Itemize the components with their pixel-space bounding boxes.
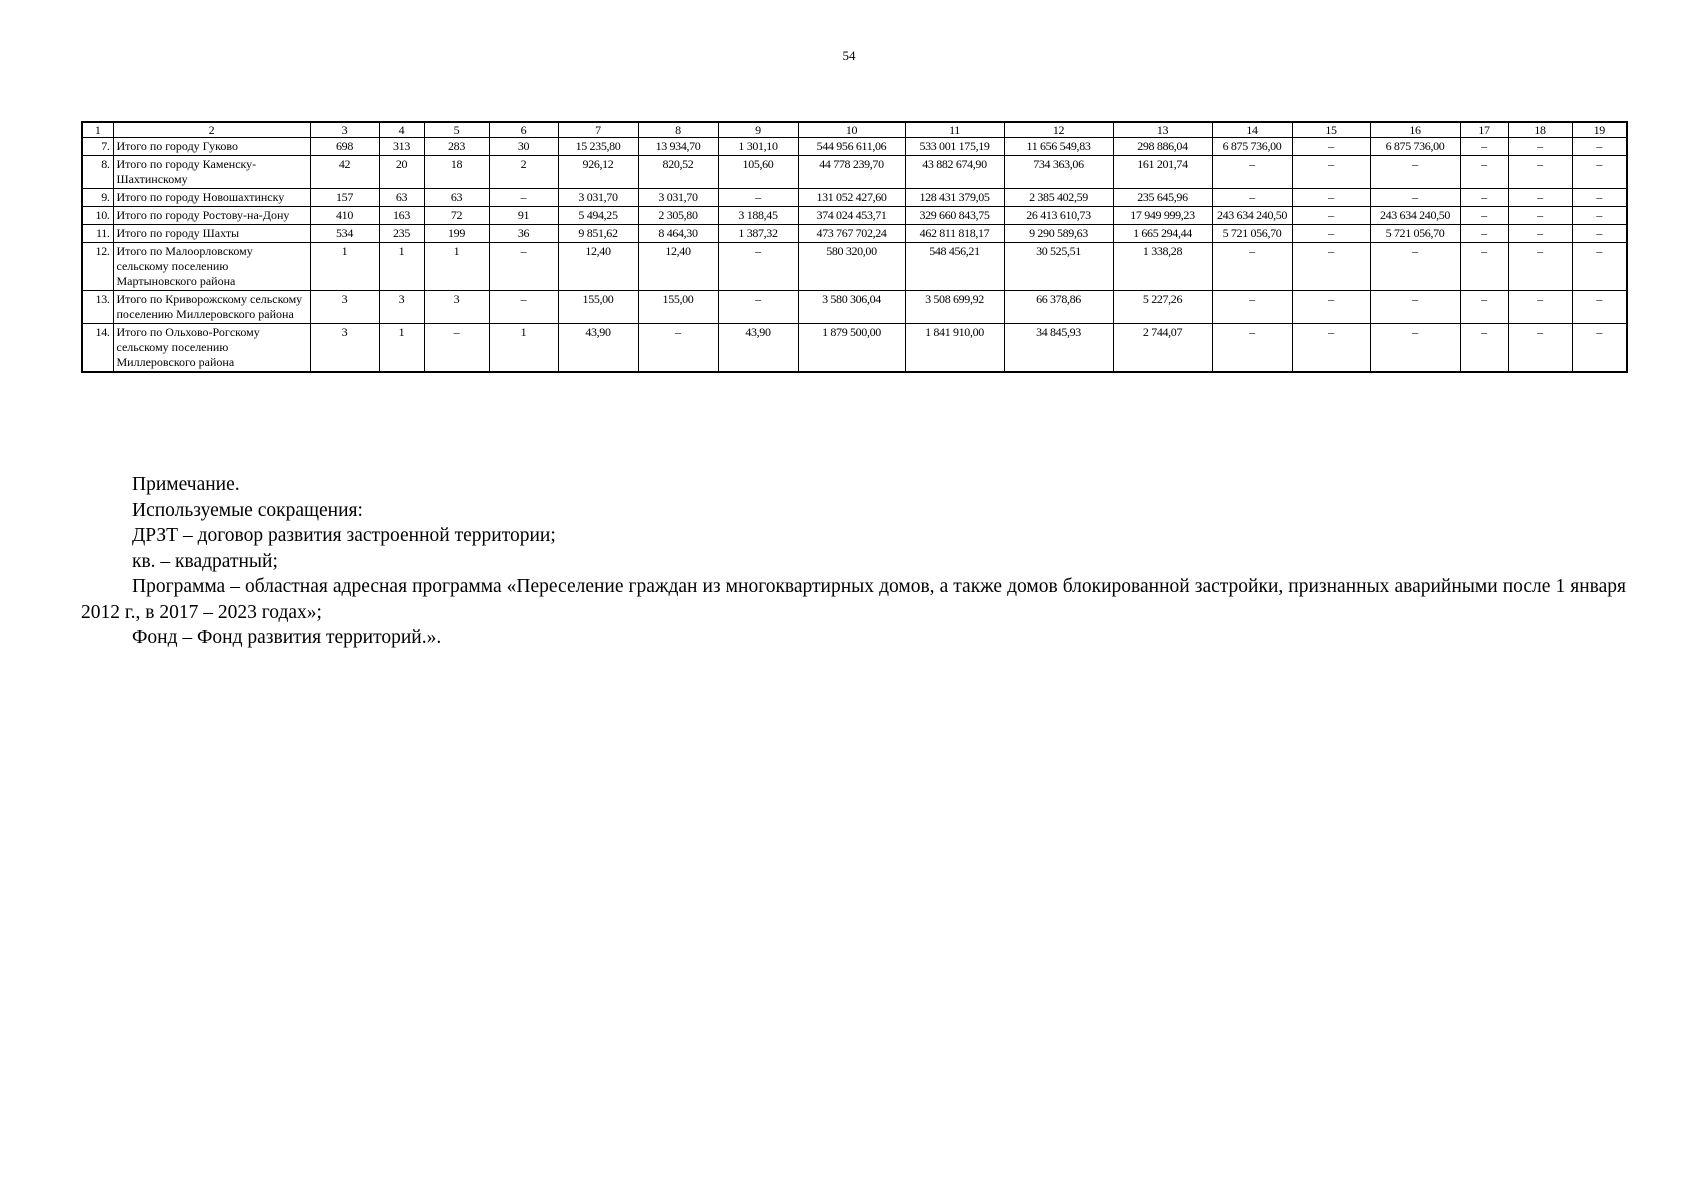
notes-title: Примечание. bbox=[132, 474, 240, 495]
table-cell: – bbox=[1292, 324, 1370, 373]
table-cell: – bbox=[1292, 225, 1370, 243]
table-cell: 6 875 736,00 bbox=[1212, 138, 1292, 156]
header-cell: 14 bbox=[1212, 122, 1292, 138]
header-cell: 1 bbox=[82, 122, 113, 138]
table-cell: 5 227,26 bbox=[1113, 291, 1212, 324]
table-cell: – bbox=[1460, 156, 1508, 189]
row-name-cell: Итого по городу Каменску-Шахтинскому bbox=[113, 156, 310, 189]
table-cell: 2 bbox=[489, 156, 558, 189]
table-cell: – bbox=[1508, 156, 1572, 189]
row-number-cell: 13. bbox=[82, 291, 113, 324]
table-cell: 3 580 306,04 bbox=[798, 291, 905, 324]
table-cell: – bbox=[1572, 189, 1627, 207]
table-cell: 157 bbox=[310, 189, 379, 207]
table-cell: 3 bbox=[379, 291, 424, 324]
table-cell: 1 841 910,00 bbox=[905, 324, 1004, 373]
header-cell: 7 bbox=[558, 122, 638, 138]
table-cell: – bbox=[1508, 291, 1572, 324]
header-cell: 3 bbox=[310, 122, 379, 138]
table-cell: – bbox=[489, 291, 558, 324]
table-row bbox=[82, 207, 1627, 225]
table-cell: 43 882 674,90 bbox=[905, 156, 1004, 189]
table-cell: – bbox=[489, 243, 558, 291]
table-cell: 1 bbox=[489, 324, 558, 373]
row-name-cell: Итого по городу Ростову-на-Дону bbox=[113, 207, 310, 225]
header-cell: 2 bbox=[113, 122, 310, 138]
table-row bbox=[82, 243, 1627, 291]
table-cell: – bbox=[1460, 291, 1508, 324]
table-cell: 128 431 379,05 bbox=[905, 189, 1004, 207]
table-cell: 1 bbox=[379, 324, 424, 373]
header-cell: 17 bbox=[1460, 122, 1508, 138]
row-number-cell: 9. bbox=[82, 189, 113, 207]
header-cell: 6 bbox=[489, 122, 558, 138]
table-cell: 199 bbox=[424, 225, 489, 243]
table-cell: – bbox=[1370, 291, 1460, 324]
table-cell: 15 235,80 bbox=[558, 138, 638, 156]
notes-subtitle: Используемые сокращения: bbox=[132, 499, 363, 521]
table-cell: – bbox=[1212, 291, 1292, 324]
table-cell: – bbox=[1212, 156, 1292, 189]
table-cell: 374 024 453,71 bbox=[798, 207, 905, 225]
notes-line-kv: кв. – квадратный; bbox=[132, 550, 278, 572]
notes-line-program: Программа – областная адресная программа «Переселение граждан из многоквартирных домов, а также домов блокированной застройки, признанных аварийными после 1 января 2012 г., в 2017 – 2023 годах»; bbox=[81, 576, 1626, 623]
table-cell: – bbox=[718, 291, 798, 324]
header-cell: 9 bbox=[718, 122, 798, 138]
header-cell: 12 bbox=[1004, 122, 1113, 138]
row-number-cell: 10. bbox=[82, 207, 113, 225]
row-number-cell: 7. bbox=[82, 138, 113, 156]
table-cell: – bbox=[1460, 225, 1508, 243]
table-cell: 5 494,25 bbox=[558, 207, 638, 225]
row-name-cell: Итого по городу Шахты bbox=[113, 225, 310, 243]
table-cell: – bbox=[1572, 207, 1627, 225]
table-cell: – bbox=[1370, 189, 1460, 207]
row-name-cell: Итого по городу Гуково bbox=[113, 138, 310, 156]
table-cell: – bbox=[1572, 138, 1627, 156]
data-table bbox=[81, 121, 1628, 373]
table-cell: 1 301,10 bbox=[718, 138, 798, 156]
table-cell: 3 031,70 bbox=[638, 189, 718, 207]
row-name-cell: Итого по Малоорловскому сельскому поселению Мартыновского района bbox=[113, 243, 310, 291]
table-cell: 462 811 818,17 bbox=[905, 225, 1004, 243]
table-cell: 1 665 294,44 bbox=[1113, 225, 1212, 243]
table-cell: – bbox=[1292, 207, 1370, 225]
table-cell: – bbox=[1460, 324, 1508, 373]
table-cell: – bbox=[1370, 243, 1460, 291]
table-cell: 36 bbox=[489, 225, 558, 243]
table-cell: 8 464,30 bbox=[638, 225, 718, 243]
table-cell: 1 879 500,00 bbox=[798, 324, 905, 373]
table-cell: – bbox=[1508, 207, 1572, 225]
row-number-cell: 12. bbox=[82, 243, 113, 291]
table-cell: 580 320,00 bbox=[798, 243, 905, 291]
table-cell: – bbox=[1292, 291, 1370, 324]
header-cell: 16 bbox=[1370, 122, 1460, 138]
header-cell: 15 bbox=[1292, 122, 1370, 138]
table-cell: 698 bbox=[310, 138, 379, 156]
table-cell: 72 bbox=[424, 207, 489, 225]
table-cell: 2 744,07 bbox=[1113, 324, 1212, 373]
table-cell: 163 bbox=[379, 207, 424, 225]
row-number-cell: 11. bbox=[82, 225, 113, 243]
table-cell: 5 721 056,70 bbox=[1370, 225, 1460, 243]
table-cell: 6 875 736,00 bbox=[1370, 138, 1460, 156]
table-cell: – bbox=[1370, 324, 1460, 373]
table-cell: 533 001 175,19 bbox=[905, 138, 1004, 156]
table-cell: – bbox=[424, 324, 489, 373]
table-cell: 20 bbox=[379, 156, 424, 189]
table-cell: 12,40 bbox=[638, 243, 718, 291]
table-cell: 3 bbox=[310, 291, 379, 324]
table-cell: 43,90 bbox=[718, 324, 798, 373]
table-cell: 12,40 bbox=[558, 243, 638, 291]
table-row bbox=[82, 156, 1627, 189]
table-cell: 534 bbox=[310, 225, 379, 243]
table-cell: 329 660 843,75 bbox=[905, 207, 1004, 225]
table-cell: 926,12 bbox=[558, 156, 638, 189]
table-cell: 155,00 bbox=[558, 291, 638, 324]
header-cell: 11 bbox=[905, 122, 1004, 138]
table-cell: – bbox=[489, 189, 558, 207]
row-name-cell: Итого по Ольхово-Рогскому сельскому поселению Миллеровского района bbox=[113, 324, 310, 373]
table-cell: 2 385 402,59 bbox=[1004, 189, 1113, 207]
table-cell: 298 886,04 bbox=[1113, 138, 1212, 156]
table-body bbox=[82, 138, 1627, 373]
table-cell: – bbox=[1212, 324, 1292, 373]
row-name-cell: Итого по городу Новошахтинску bbox=[113, 189, 310, 207]
table-cell: – bbox=[1460, 207, 1508, 225]
table-cell: 1 bbox=[424, 243, 489, 291]
table-cell: 155,00 bbox=[638, 291, 718, 324]
header-cell: 4 bbox=[379, 122, 424, 138]
table-cell: 3 031,70 bbox=[558, 189, 638, 207]
table-cell: – bbox=[1370, 156, 1460, 189]
table-cell: – bbox=[1572, 225, 1627, 243]
table-cell: 43,90 bbox=[558, 324, 638, 373]
table-header-row bbox=[82, 122, 1627, 138]
table-cell: 235 bbox=[379, 225, 424, 243]
table-cell: 66 378,86 bbox=[1004, 291, 1113, 324]
table-cell: 26 413 610,73 bbox=[1004, 207, 1113, 225]
table-cell: 1 387,32 bbox=[718, 225, 798, 243]
table-row bbox=[82, 291, 1627, 324]
table-cell: – bbox=[1460, 189, 1508, 207]
row-name-cell: Итого по Криворожскому сельскому поселению Миллеровского района bbox=[113, 291, 310, 324]
table-cell: 161 201,74 bbox=[1113, 156, 1212, 189]
table-cell: – bbox=[1460, 138, 1508, 156]
table-row bbox=[82, 189, 1627, 207]
row-number-cell: 14. bbox=[82, 324, 113, 373]
table-cell: 30 525,51 bbox=[1004, 243, 1113, 291]
table-cell: – bbox=[1508, 138, 1572, 156]
header-cell: 5 bbox=[424, 122, 489, 138]
table-cell: – bbox=[1508, 189, 1572, 207]
table-cell: 734 363,06 bbox=[1004, 156, 1113, 189]
table-cell: 243 634 240,50 bbox=[1212, 207, 1292, 225]
table-cell: 34 845,93 bbox=[1004, 324, 1113, 373]
table-cell: – bbox=[1292, 243, 1370, 291]
header-cell: 18 bbox=[1508, 122, 1572, 138]
table-cell: – bbox=[718, 189, 798, 207]
table-row bbox=[82, 324, 1627, 373]
table-cell: – bbox=[1572, 156, 1627, 189]
table-cell: – bbox=[1508, 243, 1572, 291]
table-cell: 3 508 699,92 bbox=[905, 291, 1004, 324]
table-cell: 63 bbox=[379, 189, 424, 207]
table-cell: – bbox=[1508, 225, 1572, 243]
row-number-cell: 8. bbox=[82, 156, 113, 189]
table-cell: 131 052 427,60 bbox=[798, 189, 905, 207]
table-cell: 1 bbox=[310, 243, 379, 291]
header-cell: 13 bbox=[1113, 122, 1212, 138]
header-cell: 10 bbox=[798, 122, 905, 138]
table-cell: 1 338,28 bbox=[1113, 243, 1212, 291]
table-cell: 9 851,62 bbox=[558, 225, 638, 243]
table-cell: 410 bbox=[310, 207, 379, 225]
table-cell: – bbox=[718, 243, 798, 291]
table-cell: 91 bbox=[489, 207, 558, 225]
table-cell: – bbox=[1572, 243, 1627, 291]
table-cell: 42 bbox=[310, 156, 379, 189]
table-cell: – bbox=[1292, 138, 1370, 156]
table-cell: – bbox=[1460, 243, 1508, 291]
table-cell: 544 956 611,06 bbox=[798, 138, 905, 156]
table-cell: – bbox=[1212, 243, 1292, 291]
table-cell: 18 bbox=[424, 156, 489, 189]
table-cell: 283 bbox=[424, 138, 489, 156]
table-cell: 44 778 239,70 bbox=[798, 156, 905, 189]
table-cell: 63 bbox=[424, 189, 489, 207]
notes-line-drzt: ДРЗТ – договор развития застроенной территории; bbox=[132, 525, 556, 546]
table-cell: 5 721 056,70 bbox=[1212, 225, 1292, 243]
table-cell: – bbox=[1572, 324, 1627, 373]
table-cell: 243 634 240,50 bbox=[1370, 207, 1460, 225]
table-cell: 17 949 999,23 bbox=[1113, 207, 1212, 225]
table-cell: 2 305,80 bbox=[638, 207, 718, 225]
table-row bbox=[82, 225, 1627, 243]
table-cell: 11 656 549,83 bbox=[1004, 138, 1113, 156]
notes-line-fond: Фонд – Фонд развития территорий.». bbox=[132, 627, 442, 648]
table-row bbox=[82, 138, 1627, 156]
table-cell: 9 290 589,63 bbox=[1004, 225, 1113, 243]
header-cell: 8 bbox=[638, 122, 718, 138]
table-cell: 313 bbox=[379, 138, 424, 156]
notes-section bbox=[81, 472, 1626, 651]
table-cell: – bbox=[1508, 324, 1572, 373]
table-cell: 473 767 702,24 bbox=[798, 225, 905, 243]
table-cell: – bbox=[1292, 189, 1370, 207]
table-cell: 820,52 bbox=[638, 156, 718, 189]
table-cell: – bbox=[1212, 189, 1292, 207]
table-cell: 3 bbox=[310, 324, 379, 373]
table-cell: 548 456,21 bbox=[905, 243, 1004, 291]
table-cell: 1 bbox=[379, 243, 424, 291]
page-number: 54 bbox=[842, 48, 856, 63]
table-cell: 3 bbox=[424, 291, 489, 324]
table-cell: 13 934,70 bbox=[638, 138, 718, 156]
table-cell: – bbox=[1292, 156, 1370, 189]
table-cell: 235 645,96 bbox=[1113, 189, 1212, 207]
table-cell: 30 bbox=[489, 138, 558, 156]
table-cell: 105,60 bbox=[718, 156, 798, 189]
table-cell: 3 188,45 bbox=[718, 207, 798, 225]
table-cell: – bbox=[1572, 291, 1627, 324]
table-cell: – bbox=[638, 324, 718, 373]
header-cell: 19 bbox=[1572, 122, 1627, 138]
